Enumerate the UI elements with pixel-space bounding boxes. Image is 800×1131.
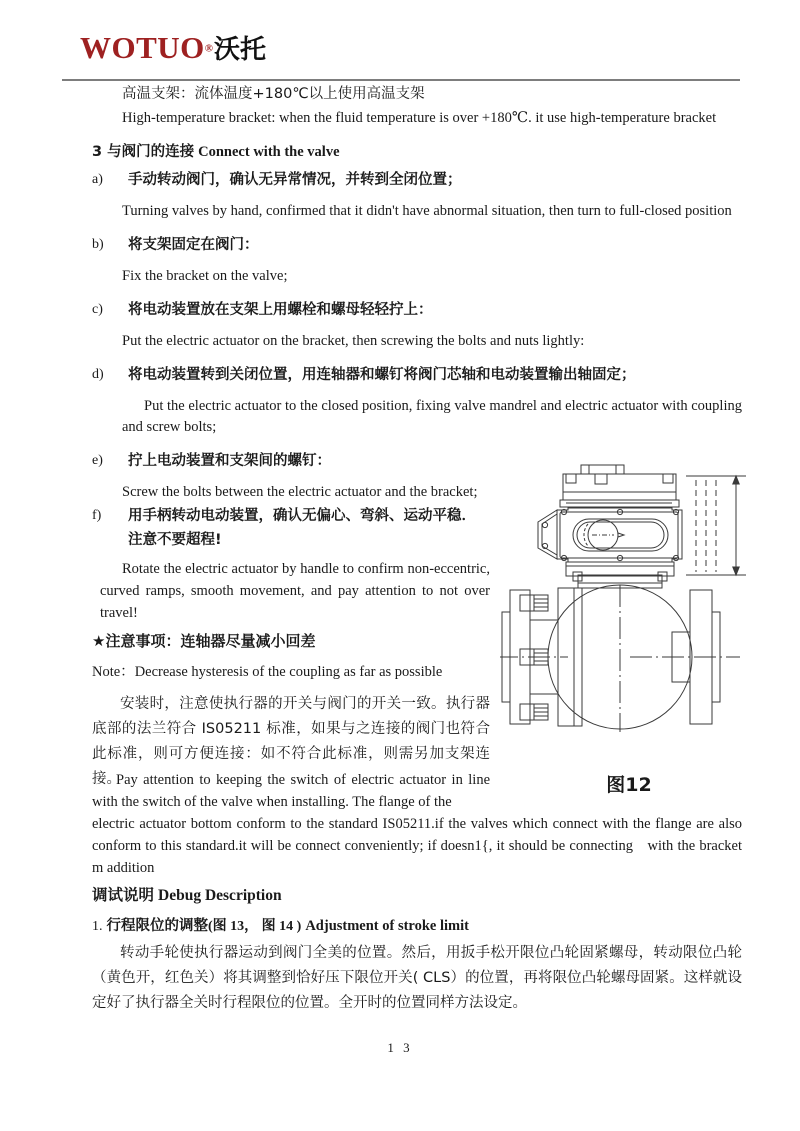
stroke-limit-paragraph: 转动手轮使执行器运动到阀门全美的位置。然后，用扳手松开限位凸轮固紧螺母，转动限位凸轮（黄色开，红色关）将其调整到恰好压下限位开关( CLS）的位置，再将限位凸轮螺母固紧。这样就设定好了执行器全关时行程限位的位置。全开时的位置同样方法设定。: [92, 945, 742, 1011]
figure-12-drawing: [500, 462, 758, 792]
list-item-e-english: Screw the bolts between the electric actuator and the bracket;: [122, 484, 478, 500]
top-note-english: High-temperature bracket: when the fluid temperature is over +180℃. it use high-temperature bracket: [122, 110, 717, 126]
top-note-chinese: 高温支架：流体温度+180℃以上使用高温支架: [122, 86, 425, 102]
list-marker-d: d): [92, 367, 104, 382]
debug-heading-english: Debug Description: [158, 887, 282, 904]
install-paragraph-english-wide: electric actuator bottom conform to the standard IS05211.if the valves which connect with the flange are also conform to this standard.it will be connect conveniently; if doesn1{, it should be connecting with the bracket m addition: [92, 816, 742, 876]
figure-12-caption: 图12: [606, 774, 652, 796]
list-marker-c: c): [92, 302, 103, 317]
company-logo: [80, 32, 266, 63]
stroke-limit-marker: 1.: [92, 919, 103, 934]
stroke-limit-chinese: 行程限位的调整: [106, 918, 208, 934]
list-marker-a: a): [92, 172, 103, 187]
list-item-e-chinese: 拧上电动装置和支架间的螺钉：: [128, 453, 331, 469]
list-marker-f: f): [92, 508, 102, 523]
list-item-d-english: Put the electric actuator to the closed position, fixing valve mandrel and electric actuator with coupling and screw bolts;: [122, 398, 742, 435]
install-paragraph-chinese: 安装时，注意使执行器的开关与阀门的开关一致。执行器底部的法兰符合 IS05211 标准，如果与之连接的阀门也符合此标准，则可方便连接：如不符合此标准，则需另加支架连接。: [92, 696, 490, 787]
logo-wordmark-chinese: 沃托: [214, 35, 267, 65]
list-marker-b: b): [92, 237, 104, 252]
note-text: Decrease hysteresis of the coupling as far as possible: [134, 664, 443, 680]
section-heading-3: [92, 142, 732, 162]
list-item-b-chinese: 将支架固定在阀门：: [128, 237, 259, 253]
logo-wordmark: WOTUO: [80, 30, 205, 65]
section-heading-3-english: Connect with the valve: [198, 144, 340, 160]
stroke-limit-english: Adjustment of stroke limit: [305, 918, 469, 934]
header-divider: [62, 79, 740, 81]
list-item-b-english: Fix the bracket on the valve;: [122, 268, 288, 284]
install-paragraph-english-narrow: Pay attention to keeping the switch of electric actuator in line with the switch of the valve when installing. The flange of the: [92, 772, 490, 810]
debug-description-heading: [92, 884, 692, 907]
debug-heading-chinese: 调试说明: [92, 886, 155, 904]
stroke-limit-heading: [92, 916, 732, 937]
section-heading-3-chinese: 3 与阀门的连接: [92, 144, 195, 160]
list-item-a-english: Turning valves by hand, confirmed that it didn't have abnormal situation, then turn to full-closed position: [122, 203, 732, 219]
stroke-limit-figure-ref: (图 13， 图 14 ): [208, 919, 302, 934]
list-item-c-chinese: 将电动装置放在支架上用螺栓和螺母轻轻拧上：: [128, 302, 433, 318]
list-item-f-chinese: 用手柄转动电动装置，确认无偏心、弯斜、运动平稳．注意不要超程!: [128, 508, 476, 548]
list-marker-e: e): [92, 453, 103, 468]
list-item-c-english: Put the electric actuator on the bracket, then screwing the bolts and nuts lightly:: [122, 333, 585, 349]
attention-note-heading: ★注意事项：连轴器尽量减小回差: [92, 632, 316, 650]
registered-trademark-icon: ®: [204, 42, 214, 55]
list-item-d-chinese: 将电动装置转到关闭位置，用连轴器和螺钉将阀门芯轴和电动装置输出轴固定；: [128, 367, 636, 383]
attention-note-english: [92, 661, 502, 683]
note-label: Note：: [92, 664, 135, 680]
page-header: [62, 30, 740, 82]
list-item-f-english: Rotate the electric actuator by handle to confirm non-eccentric, curved ramps, smooth movement, and pay attention to not over travel!: [100, 561, 490, 621]
page-number: 1 3: [387, 1040, 413, 1055]
list-item-a-chinese: 手动转动阀门，确认无异常情况，并转到全闭位置；: [128, 172, 462, 188]
